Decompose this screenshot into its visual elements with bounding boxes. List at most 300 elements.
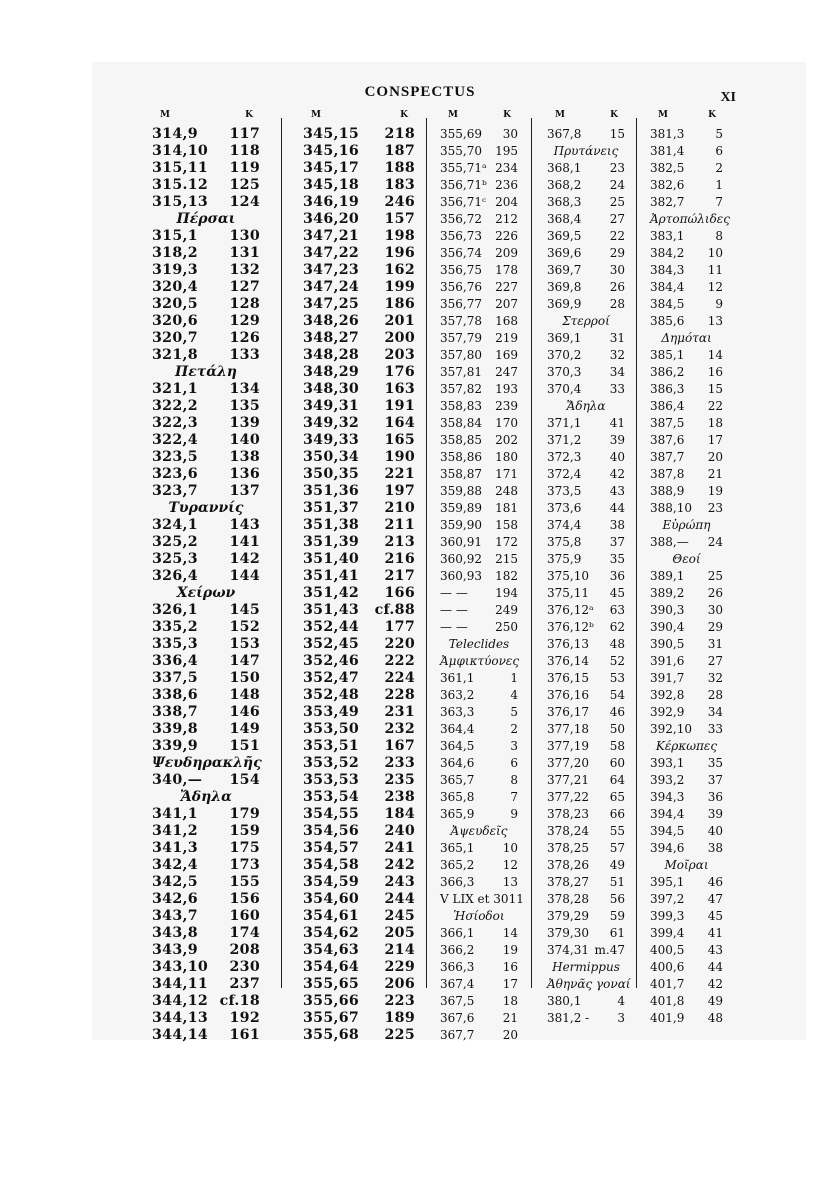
table-row (440, 857, 518, 874)
table-row (547, 228, 625, 245)
m-reference: 375,11 (547, 586, 589, 600)
m-reference: 354,64 (303, 959, 360, 975)
m-reference: 376,12ᵇ (547, 620, 594, 634)
m-reference: 357,80 (440, 348, 482, 362)
m-reference: 354,56 (303, 823, 360, 839)
k-reference: 169 (495, 348, 518, 362)
column-divider (531, 118, 532, 988)
m-reference: 366,3 (440, 875, 475, 889)
m-reference: 365,7 (440, 773, 475, 787)
m-reference: 388,— (650, 535, 689, 549)
m-reference: 343,9 (152, 942, 198, 958)
m-reference: 364,5 (440, 739, 475, 753)
k-reference: 221 (384, 466, 415, 482)
table-row (440, 466, 518, 483)
k-reference: 225 (384, 1027, 415, 1043)
m-reference: 359,89 (440, 501, 482, 515)
m-reference: 361,1 (440, 671, 475, 685)
k-reference: 46 (707, 875, 723, 889)
m-reference: 355,66 (303, 993, 360, 1009)
m-reference: 390,5 (650, 637, 685, 651)
table-row (650, 908, 723, 925)
table-row (650, 126, 723, 143)
m-reference: 360,91 (440, 535, 482, 549)
m-reference: 349,32 (303, 415, 360, 431)
table-row (547, 534, 625, 551)
k-reference: 133 (229, 347, 260, 363)
table-row (303, 500, 415, 517)
k-reference: 163 (384, 381, 415, 397)
table-row (650, 687, 723, 704)
column-4 (547, 110, 631, 1027)
table-row (650, 381, 723, 398)
table-row (303, 704, 415, 721)
section-heading: Πέρσαι (176, 211, 236, 227)
m-reference: 346,20 (303, 211, 360, 227)
k-reference: 188 (384, 160, 415, 176)
k-reference: 149 (229, 721, 260, 737)
k-reference: 250 (495, 620, 518, 634)
m-reference: 377,21 (547, 773, 589, 787)
m-reference: 359,90 (440, 518, 482, 532)
m-reference: 356,77 (440, 297, 482, 311)
m-reference: 373,6 (547, 501, 582, 515)
m-reference: 364,4 (440, 722, 475, 736)
table-row (152, 398, 260, 415)
table-row (303, 789, 415, 806)
k-reference: 124 (229, 194, 260, 210)
m-reference: 399,4 (650, 926, 685, 940)
m-reference: 367,5 (440, 994, 475, 1008)
table-row (440, 891, 524, 908)
m-reference: 358,83 (440, 399, 482, 413)
m-reference: 315.12 (152, 177, 209, 193)
m-reference: 347,21 (303, 228, 360, 244)
m-reference: 351,41 (303, 568, 360, 584)
table-row (152, 449, 260, 466)
table-row (303, 551, 415, 568)
table-row (650, 755, 723, 772)
table-row (152, 296, 260, 313)
k-reference: 137 (229, 483, 260, 499)
table-row (440, 245, 518, 262)
table-row (650, 891, 723, 908)
k-reference: 144 (229, 568, 260, 584)
table-row (547, 636, 625, 653)
table-row (547, 483, 625, 500)
k-reference: 35 (609, 552, 625, 566)
table-row (303, 347, 415, 364)
table-row (440, 551, 518, 568)
table-row (440, 432, 518, 449)
m-reference: 382,6 (650, 178, 685, 192)
k-reference: 48 (707, 1011, 723, 1025)
column-3 (440, 110, 524, 1044)
header-m: M (658, 110, 669, 120)
section-heading: Δημόται (661, 331, 712, 345)
m-reference: 351,43 (303, 602, 360, 618)
m-reference: 394,6 (650, 841, 685, 855)
m-reference: 352,48 (303, 687, 360, 703)
table-row (152, 670, 260, 687)
k-reference: 41 (609, 416, 625, 430)
m-reference: 345,16 (303, 143, 360, 159)
k-reference: 189 (384, 1010, 415, 1026)
m-reference: 371,2 (547, 433, 582, 447)
m-reference: 336,4 (152, 653, 198, 669)
table-row (152, 381, 260, 398)
table-row (303, 228, 415, 245)
k-reference: 223 (384, 993, 415, 1009)
column-divider (636, 118, 637, 988)
k-reference: 45 (609, 586, 625, 600)
table-row (440, 517, 518, 534)
k-reference: cf.18 (219, 993, 260, 1009)
k-reference: 27 (609, 212, 625, 226)
table-row (440, 874, 518, 891)
k-reference: 175 (229, 840, 260, 856)
table-row (303, 364, 415, 381)
table-row (547, 330, 625, 347)
table-row (440, 194, 518, 211)
m-reference: 385,6 (650, 314, 685, 328)
table-row (650, 1010, 723, 1027)
table-row (303, 517, 415, 534)
header-k: K (503, 110, 512, 120)
k-reference: 168 (495, 314, 518, 328)
m-reference: 342,5 (152, 874, 198, 890)
k-reference: 208 (229, 942, 260, 958)
table-row (547, 925, 625, 942)
k-reference: 139 (229, 415, 260, 431)
m-reference: 350,34 (303, 449, 360, 465)
table-row (547, 551, 625, 568)
m-reference: 381,4 (650, 144, 685, 158)
table-row (303, 857, 415, 874)
m-reference: 377,22 (547, 790, 589, 804)
section-heading: Θεοί (672, 552, 701, 566)
k-reference: 29 (707, 620, 723, 634)
k-reference: 166 (384, 585, 415, 601)
m-reference: 377,18 (547, 722, 589, 736)
table-row (547, 449, 625, 466)
table-row (303, 772, 415, 789)
table-row (152, 347, 260, 364)
table-row (650, 245, 723, 262)
k-reference: 219 (495, 331, 518, 345)
m-reference: 351,36 (303, 483, 360, 499)
k-reference: 55 (609, 824, 625, 838)
k-reference: 25 (707, 569, 723, 583)
m-reference: 338,7 (152, 704, 198, 720)
k-reference: 57 (609, 841, 625, 855)
m-reference: 341,2 (152, 823, 198, 839)
m-reference: 325,3 (152, 551, 198, 567)
m-reference: 322,3 (152, 415, 198, 431)
table-row (547, 602, 625, 619)
k-reference: 4 (617, 994, 625, 1008)
table-row (547, 670, 625, 687)
k-reference: 242 (384, 857, 415, 873)
table-row (547, 568, 625, 585)
m-reference: 365,9 (440, 807, 475, 821)
k-reference: 32 (707, 671, 723, 685)
section-heading: Κέρκωπες (655, 739, 718, 753)
table-row (547, 432, 625, 449)
k-reference: 245 (384, 908, 415, 924)
m-reference: 348,26 (303, 313, 360, 329)
table-row (440, 568, 518, 585)
m-reference: 351,42 (303, 585, 360, 601)
k-reference: 30 (609, 263, 625, 277)
table-row (547, 806, 625, 823)
k-reference: 154 (229, 772, 260, 788)
k-reference: 156 (229, 891, 260, 907)
m-reference: 387,8 (650, 467, 685, 481)
table-row (303, 126, 415, 143)
table-row (547, 738, 625, 755)
m-reference: 386,4 (650, 399, 685, 413)
m-reference: 354,61 (303, 908, 360, 924)
m-reference: 356,75 (440, 263, 482, 277)
k-reference: 8 (510, 773, 518, 787)
k-reference: 201 (384, 313, 415, 329)
k-reference: 215 (495, 552, 518, 566)
table-row (440, 789, 518, 806)
k-reference: 30 (502, 127, 518, 141)
m-reference: 349,31 (303, 398, 360, 414)
k-reference: 172 (495, 535, 518, 549)
table-row (440, 534, 518, 551)
m-reference: 350,35 (303, 466, 360, 482)
table-row (152, 857, 260, 874)
k-reference: 155 (229, 874, 260, 890)
k-reference: 178 (495, 263, 518, 277)
m-reference: 326,1 (152, 602, 198, 618)
k-reference: 40 (609, 450, 625, 464)
table-row (650, 347, 723, 364)
m-reference: 392,10 (650, 722, 692, 736)
table-row (152, 262, 260, 279)
table-row (303, 143, 415, 160)
m-reference: 383,1 (650, 229, 685, 243)
k-reference: 174 (229, 925, 260, 941)
table-row (303, 908, 415, 925)
k-reference: 49 (609, 858, 625, 872)
k-reference: 143 (229, 517, 260, 533)
k-reference: 17 (502, 977, 518, 991)
k-reference: 21 (502, 1011, 518, 1025)
table-row (547, 772, 625, 789)
k-reference: 18 (707, 416, 723, 430)
table-row (650, 432, 723, 449)
k-reference: 140 (229, 432, 260, 448)
table-row (650, 483, 723, 500)
table-row (303, 568, 415, 585)
k-reference: 197 (384, 483, 415, 499)
m-reference: 387,6 (650, 433, 685, 447)
k-reference: 23 (609, 161, 625, 175)
table-row (547, 500, 625, 517)
m-reference: 356,72 (440, 212, 482, 226)
k-reference: 50 (609, 722, 625, 736)
m-reference: 354,62 (303, 925, 360, 941)
m-reference: 320,5 (152, 296, 198, 312)
table-row (152, 160, 260, 177)
table-row (152, 1010, 260, 1027)
k-reference: 2 (510, 722, 518, 736)
table-row (650, 670, 723, 687)
m-reference: 347,22 (303, 245, 360, 261)
table-row (152, 602, 260, 619)
k-reference: 138 (229, 449, 260, 465)
k-reference: 23 (707, 501, 723, 515)
k-reference: 229 (384, 959, 415, 975)
m-reference: 356,71ᶜ (440, 195, 487, 209)
m-reference: 375,10 (547, 569, 589, 583)
k-reference: 249 (495, 603, 518, 617)
m-reference: 354,55 (303, 806, 360, 822)
m-reference: 376,12ᵃ (547, 603, 594, 617)
k-reference: 9 (510, 807, 518, 821)
table-row (303, 976, 415, 993)
k-reference: 118 (229, 143, 260, 159)
m-reference: 356,73 (440, 229, 482, 243)
k-reference: 231 (384, 704, 415, 720)
k-reference: 202 (495, 433, 518, 447)
m-reference: 368,4 (547, 212, 582, 226)
k-reference: 34 (609, 365, 625, 379)
table-row (440, 925, 518, 942)
header-m: M (555, 110, 566, 120)
table-row (650, 262, 723, 279)
table-row (152, 432, 260, 449)
k-reference: 13 (502, 875, 518, 889)
k-reference: 38 (609, 518, 625, 532)
m-reference: 354,58 (303, 857, 360, 873)
column-header (547, 110, 625, 126)
table-row (650, 721, 723, 738)
table-row (440, 279, 518, 296)
table-row (547, 823, 625, 840)
k-reference: 158 (495, 518, 518, 532)
table-row (650, 806, 723, 823)
table-row (650, 942, 723, 959)
k-reference: 7 (715, 195, 723, 209)
k-reference: 136 (229, 466, 260, 482)
table-row (650, 466, 723, 483)
table-row (650, 568, 723, 585)
m-reference: 348,27 (303, 330, 360, 346)
k-reference: 211 (384, 517, 415, 533)
k-reference: 5 (510, 705, 518, 719)
section-heading: Ἄδηλα (566, 399, 606, 413)
k-reference: 33 (609, 382, 625, 396)
table-row (650, 160, 723, 177)
k-reference: 12 (502, 858, 518, 872)
m-reference: 345,17 (303, 160, 360, 176)
k-reference: 37 (609, 535, 625, 549)
column-header (152, 110, 260, 126)
m-reference: 363,3 (440, 705, 475, 719)
page-number: XI (720, 90, 736, 105)
m-reference: 367,4 (440, 977, 475, 991)
k-reference: 21 (707, 467, 723, 481)
m-reference: 382,7 (650, 195, 685, 209)
m-reference: 321,8 (152, 347, 198, 363)
table-row (547, 126, 625, 143)
k-reference: 117 (229, 126, 260, 142)
m-reference: 376,15 (547, 671, 589, 685)
m-reference: 352,46 (303, 653, 360, 669)
table-row (152, 891, 260, 908)
k-reference: 240 (384, 823, 415, 839)
m-reference: 367,8 (547, 127, 582, 141)
k-reference: 218 (384, 126, 415, 142)
m-reference: 323,7 (152, 483, 198, 499)
m-reference: 358,84 (440, 416, 482, 430)
m-reference: — — (440, 603, 468, 617)
m-reference: 344,12 (152, 993, 209, 1009)
m-reference: 352,47 (303, 670, 360, 686)
table-row (547, 874, 625, 891)
m-reference: 360,93 (440, 569, 482, 583)
m-reference: 366,1 (440, 926, 475, 940)
k-reference: 141 (229, 534, 260, 550)
table-row (440, 126, 518, 143)
m-reference: 376,14 (547, 654, 589, 668)
table-row (152, 483, 260, 500)
k-reference: 26 (609, 280, 625, 294)
table-row (152, 177, 260, 194)
section-heading: Τυραννίς (168, 500, 244, 516)
m-reference: 369,5 (547, 229, 582, 243)
k-reference: 119 (229, 160, 260, 176)
m-reference: 354,60 (303, 891, 360, 907)
m-reference: 365,1 (440, 841, 475, 855)
table-row (650, 364, 723, 381)
m-reference: 393,1 (650, 756, 685, 770)
m-reference: 388,10 (650, 501, 692, 515)
k-reference: 42 (609, 467, 625, 481)
section-heading: Teleclides (448, 637, 510, 651)
k-reference: 227 (495, 280, 518, 294)
k-reference: 12 (707, 280, 723, 294)
table-row (547, 211, 625, 228)
table-row (547, 721, 625, 738)
m-reference: 369,1 (547, 331, 582, 345)
table-row (303, 687, 415, 704)
m-reference: 368,2 (547, 178, 582, 192)
m-reference: 369,7 (547, 263, 582, 277)
m-reference: 314,10 (152, 143, 209, 159)
m-reference: 384,4 (650, 280, 685, 294)
m-reference: 355,67 (303, 1010, 360, 1026)
table-row (152, 704, 260, 721)
table-row (152, 908, 260, 925)
m-reference: 338,6 (152, 687, 198, 703)
k-reference: 145 (229, 602, 260, 618)
table-row (440, 347, 518, 364)
table-row (547, 942, 625, 959)
k-reference: 14 (707, 348, 723, 362)
m-reference: 351,39 (303, 534, 360, 550)
m-reference: 347,25 (303, 296, 360, 312)
k-reference: 60 (609, 756, 625, 770)
k-reference: 20 (707, 450, 723, 464)
table-row (152, 534, 260, 551)
m-reference: 353,50 (303, 721, 360, 737)
